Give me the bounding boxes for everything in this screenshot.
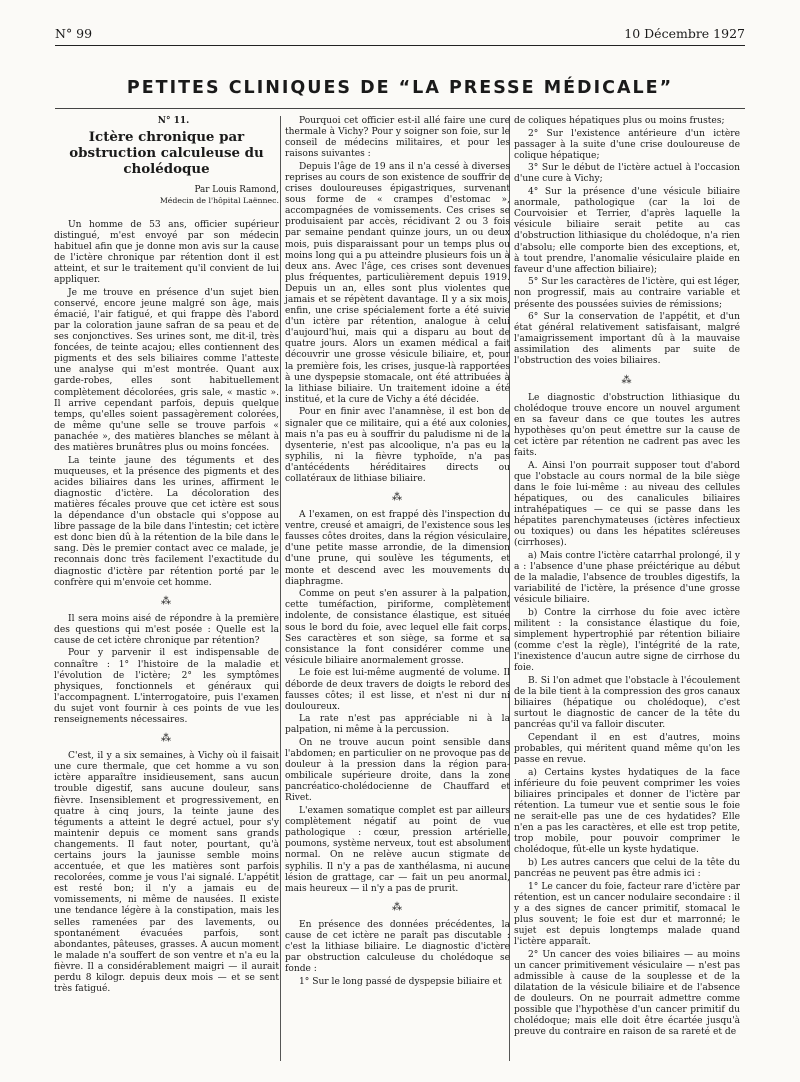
paragraph: Le foie est lui-même augmenté de volume. Il déborde de deux travers de doigts le rebord des fausses côtes; il est lisse, et n'est ni dur ni douloureux. <box>285 668 510 712</box>
paragraph: Pour y parvenir il est indispensable de connaître : 1° l'histoire de la maladie et l'évolution de l'ictère; 2° les symptômes physiques, fonctionnels et généraux qui l'accompagnent. L'interrogatoire, puis l'examen du sujet vont fournir à ces points de vue les renseignements nécessaires. <box>54 648 279 726</box>
paragraph: Un homme de 53 ans, officier supérieur distingué, m'est envoyé par son médecin habituel afin que je donne mon avis sur la cause de l'ictère chronique par rétention dont il est atteint, et sur le traitement qu'il convient de lui appliquer. <box>54 219 279 286</box>
article-author: Par Louis Ramond, <box>194 184 279 195</box>
paragraph: A l'examen, on est frappé dès l'inspection du ventre, creusé et amaigri, de l'existence sous les fausses côtes droites, dans la région vésiculaire, d'une petite masse arrondie, de la dimension d'une prune, qui soulève les téguments, et monte et descend avec les mouvements du diaphragme. <box>285 510 510 587</box>
paragraph: 2° Un cancer des voies biliaires — au moins un cancer primitivement vésiculaire — n'est pas admissible à cause de la souplesse et de la dilatation de la vésicule biliaire et de l'absence de douleurs. On ne pourrait admettre comme possible que l'hypothèse d'un cancer primitif du cholédoque; mais elle doit être écartée jusqu'à preuve du contraire en raison de sa rareté et de <box>514 949 740 1038</box>
paragraph: B. Si l'on admet que l'obstacle à l'écoulement de la bile tient à la compression des gros canaux biliaires (hépatique ou cholédoque), c'est surtout le diagnostic de cancer de la tête du pancréas qu'il va falloir discuter. <box>514 675 740 731</box>
paragraph: Comme on peut s'en assurer à la palpation, cette tuméfaction, piriforme, complètement indolente, de consistance élastique, est située sous le bord du foie, avec lequel elle fait corps. Ses caractères et son siège, sa forme et sa consistance la font considérer comme une vésicule biliaire anormalement grosse. <box>285 589 510 666</box>
section-title: PETITES CLINIQUES DE “LA PRESSE MÉDICALE” <box>126 78 674 98</box>
column-1 <box>54 116 279 997</box>
column-2 <box>285 116 510 989</box>
separator-stars: ⁂ <box>392 492 403 504</box>
paragraph: L'examen somatique complet est par ailleurs complètement négatif au point de vue pathologique : cœur, pression artérielle, poumons, système nerveux, tout est absolument normal. On ne relève aucun stigmate de syphilis. Il n'y a pas de xanthélasma, ni aucune lésion de grattage, car — fait un peu anormal, mais heureux — il n'y a pas de prurit. <box>285 806 510 894</box>
paragraph: de coliques hépatiques plus ou moins frustes; <box>514 116 725 126</box>
separator-stars: ⁂ <box>161 733 172 745</box>
paragraph: La teinte jaune des téguments et des muqueuses, et la présence des pigments et des acides biliaires dans les urines, affirment le diagnostic d'ictère. La décoloration des matières fécales prouve que cet ictère est sous la dépendance d'un obstacle qui s'oppose au libre passage de la bile dans l'intestin; cet ictère est donc bien dû à la rétention de la bile dans le sang. Dès le premier contact avec ce malade, je reconnais donc très facilement l'exactitude du diagnostic d'ictère par rétention porté par le confrère qui m'envoie cet homme. <box>54 455 279 588</box>
paragraph: 1° Le cancer du foie, facteur rare d'ictère par rétention, est un cancer nodulaire secondaire : il y a des signes de cancer primitif, stomacal le plus souvent; le foie est dur et marronné; le sujet est depuis longtemps malade quand l'ictère apparaît. <box>514 881 740 948</box>
paragraph: 3° Sur le début de l'ictère actuel à l'occasion d'une cure à Vichy; <box>514 163 740 185</box>
paragraph: En présence des données précédentes, la cause de cet ictère ne paraît pas discutable : c'est la lithiase biliaire. Le diagnostic d'ictère par obstruction calculeuse du cholédoque se fonde : <box>285 919 510 975</box>
paragraph: Le diagnostic d'obstruction lithiasique du cholédoque trouve encore un nouvel argument en sa faveur dans ce que toutes les autres hypothèses qu'on peut émettre sur la cause de cet ictère par rétention ne cadrent pas avec les faits. <box>514 392 740 459</box>
author-affiliation: Médecin de l'hôpital Laënnec. <box>159 195 279 205</box>
paragraph: a) Mais contre l'ictère catarrhal prolongé, il y a : l'absence d'une phase préictérique au début de la maladie, l'absence de troubles digestifs, la variabilité de l'ictère, la présence d'une grosse vésicule biliaire. <box>514 550 740 606</box>
paragraph: 1° Sur le long passé de dyspepsie biliaire et <box>299 976 502 987</box>
paragraph: 4° Sur la présence d'une vésicule biliaire anormale, pathologique (car la loi de Courvoisier et Terrier, d'après laquelle la vésicule biliaire serait petite au cas d'obstruction lithiasique du cholédoque, n'a rien d'absolu; elle comporte bien des exceptions, et, à tout prendre, l'anomalie vésiculaire plaide en faveur d'une affection biliaire); <box>514 187 740 275</box>
paragraph: 2° Sur l'existence antérieure d'un ictère passager à la suite d'une crise douloureuse de colique hépatique; <box>514 128 740 161</box>
paragraph: b) Contre la cirrhose du foie avec ictère militent : la consistance élastique du foie, simplement hypertrophié par rétention biliaire (comme c'est la règle), l'intégrité de la rate, l'inexistence d'aucun autre signe de cirrhose du foie. <box>514 607 740 674</box>
paragraph: b) Les autres cancers que celui de la tête du pancréas ne peuvent pas être admis ici : <box>514 857 740 879</box>
separator-stars: ⁂ <box>392 901 403 913</box>
article-title: Ictère chronique par obstruction calculeuse du cholédoque <box>69 128 264 177</box>
page-header <box>55 26 745 42</box>
issue-date: 10 Décembre 1927 <box>624 26 745 41</box>
paragraph: 6° Sur la conservation de l'appétit, et d'un état général relativement satisfaisant, malgré l'amaigrissement important dû à la mauvaise assimilation des aliments par suite de l'obstruction des voies biliaires. <box>514 312 740 367</box>
column-3 <box>514 116 740 1040</box>
paragraph: Pour en finir avec l'anamnèse, il est bon de signaler que ce militaire, qui a été aux colonies, mais n'a pas eu à souffrir du paludisme ni de la dysenterie, n'est pas alcoolique, n'a pas eu la syphilis, ni la fièvre typhoïde, n'a pas d'antécédents héréditaires directs ou collatéraux de lithiase biliaire. <box>285 407 510 484</box>
paragraph: Cependant il en est d'autres, moins probables, qui méritent quand même qu'on les passe en revue. <box>514 732 740 766</box>
paragraph: Je me trouve en présence d'un sujet bien conservé, encore jeune malgré son âge, mais émacié, l'air fatigué, et qui frappe dès l'abord par la coloration jaune safran de sa peau et de ses conjonctives. Ses urines sont, me dit-il, très foncées, de teinte acajou; elles contiennent des pigments et des sels biliaires comme l'atteste une analyse qui m'est montrée. Quant aux garde-robes, elles sont habituellement complètement décolorées, gris sale, « mastic ». Il arrive cependant parfois, depuis quelque temps, qu'elles soient passagèrement colorées, de même qu'une selle se trouve parfois « panachée », des matières blanches se mêlant à des matières brunâtres plus ou moins foncées. <box>54 287 279 453</box>
paragraph: a) Certains kystes hydatiques de la face inférieure du foie peuvent comprimer les voies biliaires principales et donner de l'ictère par rétention. La tumeur vue et sentie sous le foie ne serait-elle pas une de ces hydatides? Elle n'en a pas les caractères, et elle est trop petite, trop mobile, pour pouvoir comprimer le cholédoque, fût-elle un kyste hydatique. <box>514 767 740 856</box>
column-divider <box>280 116 281 1061</box>
paragraph: Pourquoi cet officier est-il allé faire une cure thermale à Vichy? Pour y soigner son foie, sur le conseil de médecins militaires, et pour les raisons suivantes : <box>285 116 510 160</box>
paragraph: La rate n'est pas appréciable ni à la palpation, ni même à la percussion. <box>285 714 510 736</box>
article-number: N° 11. <box>157 116 190 126</box>
paragraph: 5° Sur les caractères de l'ictère, qui est léger, non progressif, mais au contraire variable et présente des poussées suivies de rémissions; <box>514 277 740 310</box>
title-rule <box>55 108 745 109</box>
paragraph: Il sera moins aisé de répondre à la première des questions qui m'est posée : Quelle est la cause de cet ictère chronique par rétention? <box>54 613 279 646</box>
header-rule <box>55 45 745 46</box>
issue-number: N° 99 <box>55 26 93 41</box>
paragraph: Depuis l'âge de 19 ans il n'a cessé à diverses reprises au cours de son existence de souffrir de crises douloureuses épigastriques, survenant sous forme de « crampes d'estomac », accompagnées de vomissements. Ces crises se produisaient par accès, récidivant 2 ou 3 fois par semaine pendant quinze jours, un ou deux mois, puis disparaissant pour un temps plus ou moins long qui a pu atteindre plusieurs fois un à deux ans. Avec l'âge, ces crises sont devenues plus fréquentes, particulièrement depuis 1919. Depuis un an, elles sont plus violentes que jamais et se répètent davantage. Il y a six mois, enfin, une crise spécialement forte a été suivie d'un ictère par rétention, analogue à celui d'aujourd'hui, mais qui a disparu au bout de quatre jours. Alors un examen médical a fait découvrir une grosse vésicule biliaire, et, pour la première fois, les crises, jusque-là rapportées à une dyspepsie stomacale, ont été attribuées à la lithiase biliaire. Un traitement idoine a été institué, et la cure de Vichy a été décidée. <box>285 161 510 405</box>
separator-stars: ⁂ <box>621 374 633 386</box>
separator-stars: ⁂ <box>161 595 172 607</box>
paragraph: C'est, il y a six semaines, à Vichy où il faisait une cure thermale, que cet homme a vu son ictère apparaître insidieusement, sans aucun trouble digestif, sans aucune douleur, sans fièvre. Insensiblement et progressivement, en quatre à cinq jours, la teinte jaune des téguments a atteint le degré actuel, pour s'y maintenir depuis ce moment sans grands changements. Il faut noter, pourtant, qu'à certains jours la jaunisse semble moins accentuée, et que les matières sont parfois recolorées, comme je vous l'ai signalé. L'appétit est resté bon; il n'y a jamais eu de vomissements, ni même de nausées. Il existe une tendance légère à la constipation, mais les selles ramenées par des lavements, ou spontanément évacuées parfois, sont abondantes, pâteuses, grasses. A aucun moment le malade n'a souffert de son ventre et n'a eu la fièvre. Il a considérablement maigri — il aurait perdu 8 kilogr. depuis deux mois — et se sent très fatigué. <box>54 751 279 995</box>
paragraph: A. Ainsi l'on pourrait supposer tout d'abord que l'obstacle au cours normal de la bile siège dans le foie lui-même : au niveau des cellules hépatiques, ou des canalicules biliaires intrahépatiques — ce qui se passe dans les hépatites parenchymateuses (ictères infectieux ou toxiques) ou dans les hépatites scléreuses (cirrhoses). <box>514 460 740 549</box>
paragraph: On ne trouve aucun point sensible dans l'abdomen; en particulier on ne provoque pas de douleur à la pression dans la région para-ombilicale supérieure droite, dans la zone pancréatico-cholédocienne de Chauffard et Rivet. <box>285 737 510 804</box>
